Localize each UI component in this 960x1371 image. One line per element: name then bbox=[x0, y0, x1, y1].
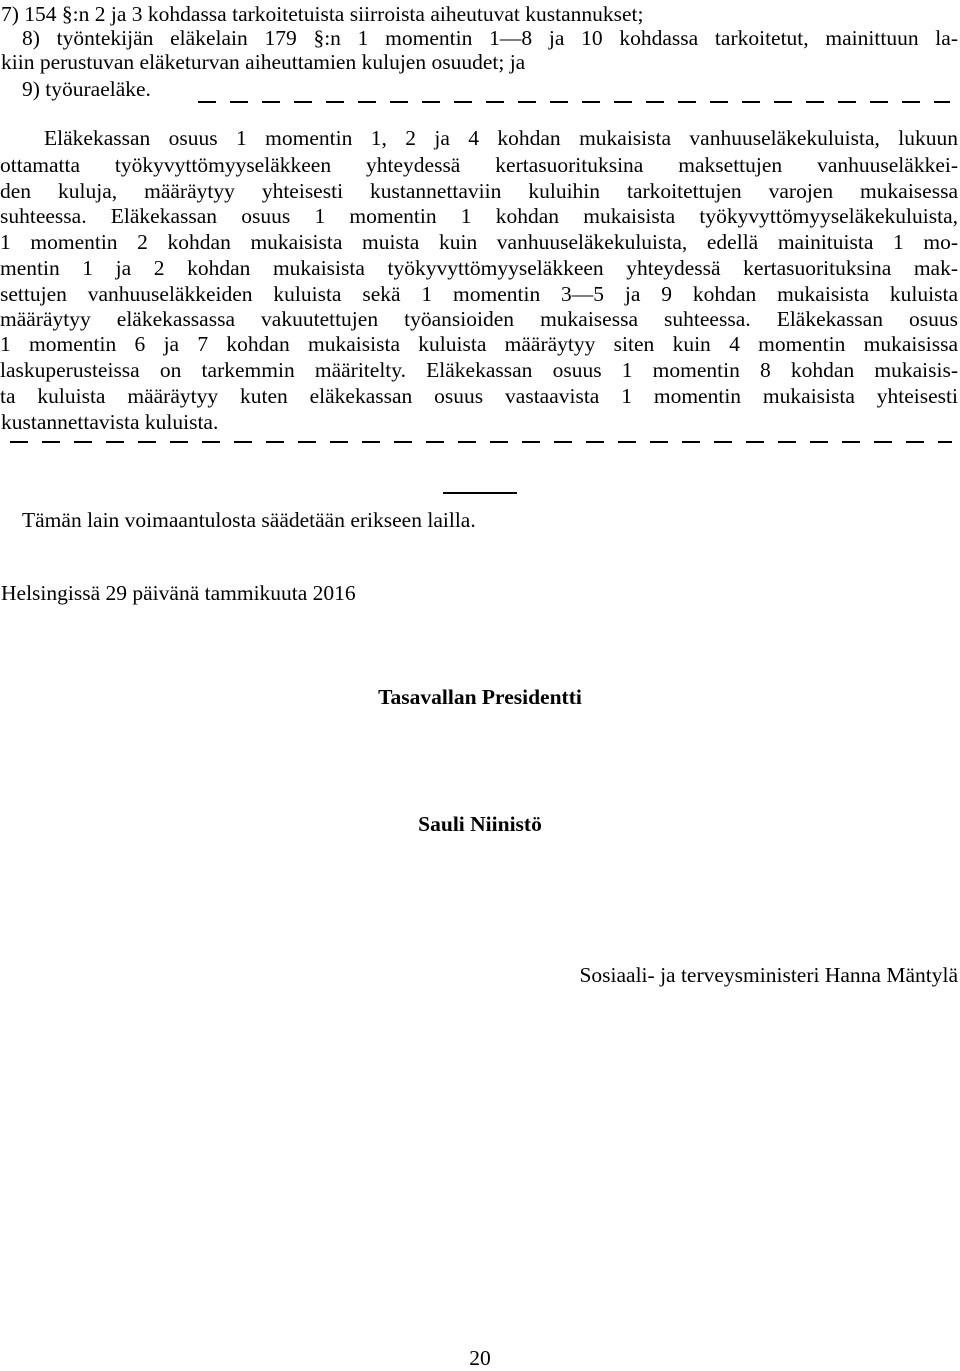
separator-rule bbox=[443, 492, 517, 494]
paragraph-last-line: kustannettavista kuluista. bbox=[1, 410, 219, 434]
list-item-9: 9) työuraeläke. bbox=[22, 77, 151, 101]
omission-dash-line-2 bbox=[10, 441, 952, 443]
signature-title: Tasavallan Presidentti bbox=[378, 685, 582, 709]
entry-into-force-text: Tämän lain voimaantulosta säädetään erikseen lailla. bbox=[22, 508, 476, 532]
place-date: Helsingissä 29 päivänä tammikuuta 2016 bbox=[1, 581, 356, 605]
paragraph-line: määräytyy eläkekassassa vakuutettujen työansioiden mukaisessa suhteessa. Eläkekassan osuus bbox=[0, 307, 958, 331]
paragraph-line: mentin 1 ja 2 kohdan mukaisista työkyvyttömyyseläkkeen yhteydessä kertasuorituksina mak- bbox=[0, 256, 958, 280]
list-item-8-line-1: 8) työntekijän eläkelain 179 §:n 1 momentin 1—8 ja 10 kohdassa tarkoitetut, mainittuun la- bbox=[22, 26, 958, 50]
page-number: 20 bbox=[469, 1346, 491, 1370]
paragraph-line: ta kuluista määräytyy kuten eläkekassan osuus vastaavista 1 momentin mukaisista yhteisesti bbox=[0, 384, 958, 408]
list-item-8-line-2: kiin perustuvan eläketurvan aiheuttamien kulujen osuudet; ja bbox=[1, 50, 526, 74]
paragraph-line: settujen vanhuuseläkkeiden kuluista sekä 1 momentin 3—5 ja 9 kohdan mukaisista kuluista bbox=[0, 282, 958, 306]
paragraph-line: ottamatta työkyvyttömyyseläkkeen yhteydessä kertasuorituksina maksettujen vanhuuseläkkei- bbox=[0, 153, 958, 177]
paragraph-line: laskuperusteissa on tarkemmin määritelty. Eläkekassan osuus 1 momentin 8 kohdan mukaisis- bbox=[0, 358, 958, 382]
paragraph-line: Eläkekassan osuus 1 momentin 1, 2 ja 4 kohdan mukaisista vanhuuseläkekuluista, lukuun bbox=[44, 126, 958, 150]
paragraph-line: 1 momentin 2 kohdan mukaisista muista kuin vanhuuseläkekuluista, edellä mainituista 1 mo- bbox=[0, 230, 958, 254]
president-name: Sauli Niinistö bbox=[418, 812, 542, 836]
paragraph-line: suhteessa. Eläkekassan osuus 1 momentin 1 kohdan mukaisista työkyvyttömyyseläkekuluista, bbox=[0, 204, 958, 228]
paragraph-line: den kuluja, määräytyy yhteisesti kustannettaviin kuluihin tarkoitettujen varojen mukaisessa bbox=[0, 179, 958, 203]
list-item-7: 7) 154 §:n 2 ja 3 kohdassa tarkoitetuista siirroista aiheutuvat kustannukset; bbox=[1, 2, 644, 26]
omission-dash-line-1 bbox=[198, 101, 950, 103]
paragraph-line: 1 momentin 6 ja 7 kohdan mukaisista kuluista määräytyy siten kuin 4 momentin mukaisissa bbox=[0, 332, 958, 356]
minister-signature: Sosiaali- ja terveysministeri Hanna Mäntylä bbox=[579, 963, 958, 987]
